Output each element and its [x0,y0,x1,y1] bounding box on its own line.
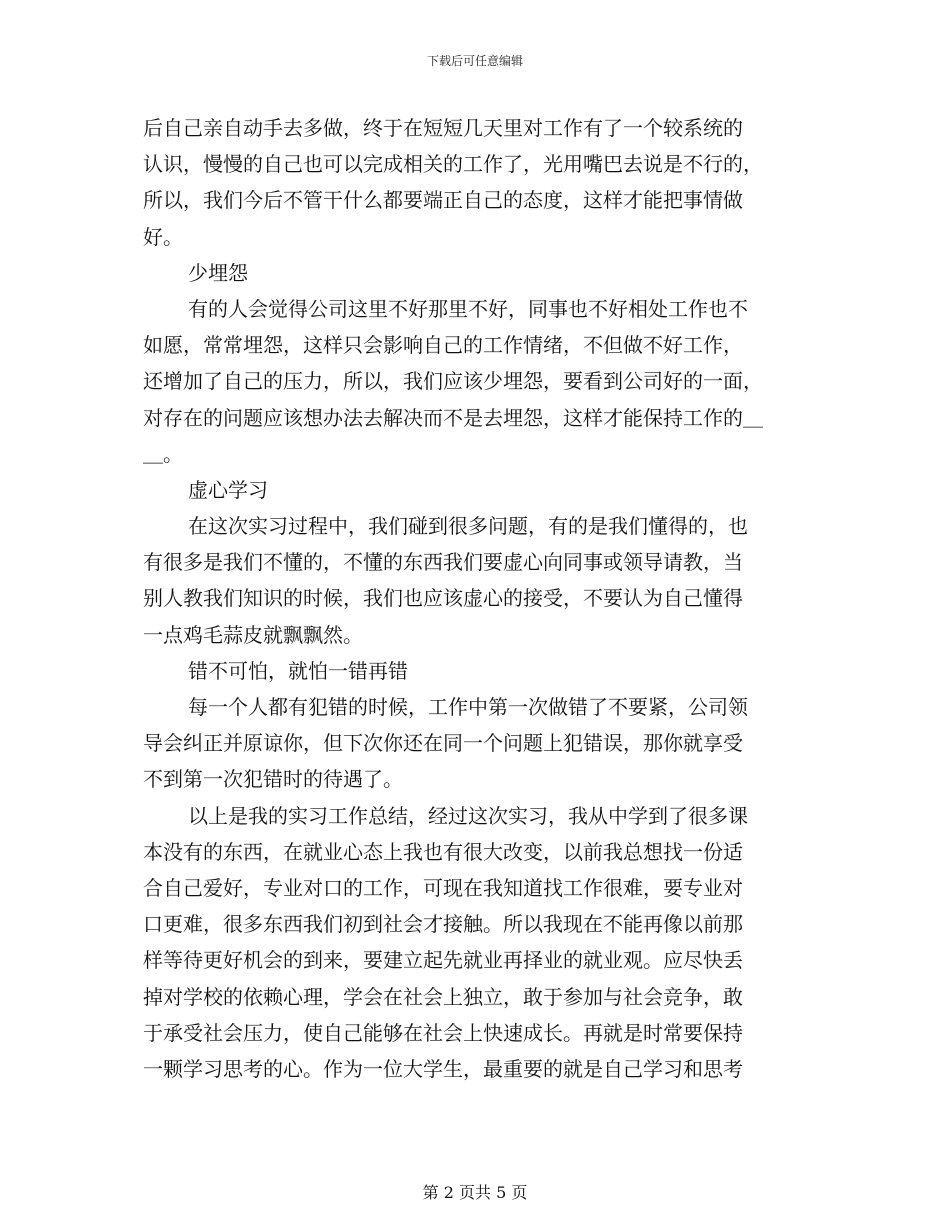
text-line: 后自己亲自动手去多做，终于在短短几天里对工作有了一个较系统的 [143,116,743,140]
text-line: 掉对学校的依赖心理，学会在社会上独立，敢于参加与社会竞争，敢 [143,984,743,1009]
text-line: 别人教我们知识的时候，我们也应该虚心的接受，不要认为自己懂得 [143,586,743,611]
page-header: 下载后可任意编辑 [426,54,523,68]
text-line: 一颗学习思考的心。作为一位大学生，最重要的就是自己学习和思考 [143,1056,743,1081]
text-line: 导会纠正并原谅你，但下次你还在同一个问题上犯错误，那你就享受 [143,731,743,756]
text-line: 有很多是我们不懂的，不懂的东西我们要虚心向同事或领导请教，当 [143,550,743,575]
text-line: 虚心学习 [188,477,268,502]
text-line: 本没有的东西，在就业心态上我也有很大改变，以前我总想找一份适 [143,839,743,864]
text-line: 认识，慢慢的自己也可以完成相关的工作了，光用嘴巴去说是不行的， [143,152,763,177]
text-line: 少埋怨 [188,260,248,285]
text-line: 口更难，很多东西我们初到社会才接触。所以我现在不能再像以前那 [143,912,743,937]
text-line: 于承受社会压力，使自己能够在社会上快速成长。再就是时常要保持 [143,1020,743,1045]
text-line: 一点鸡毛蒜皮就飘飘然。 [143,622,363,647]
text-line: 还增加了自己的压力，所以，我们应该少埋怨，要看到公司好的一面， [143,369,763,394]
text-line: 好。 [143,224,183,249]
text-line: 在这次实习过程中，我们碰到很多问题，有的是我们懂得的，也 [188,514,748,539]
text-line: 对存在的问题应该想办法去解决而不是去埋怨，这样才能保持工作的＿ [143,405,763,430]
text-line: 所以，我们今后不管干什么都要端正自己的态度，这样才能把事情做 [143,188,743,213]
text-line: ＿。 [143,441,183,466]
text-line: 样等待更好机会的到来，要建立起先就业再择业的就业观。应尽快丢 [143,948,743,973]
text-line: 合自己爱好，专业对口的工作，可现在我知道找工作很难，要专业对 [143,875,743,900]
page-number: 第 2 页共 5 页 [422,1183,528,1202]
text-line: 不到第一次犯错时的待遇了。 [143,767,403,792]
document-body [143,110,808,1087]
text-line: 如愿，常常埋怨，这样只会影响自己的工作情绪，不但做不好工作， [143,333,743,358]
text-line: 以上是我的实习工作总结，经过这次实习，我从中学到了很多课 [188,803,748,828]
text-line: 每一个人都有犯错的时候，工作中第一次做错了不要紧，公司领 [188,695,748,719]
text-line: 错不可怕，就怕一错再错 [188,658,408,683]
text-line: 有的人会觉得公司这里不好那里不好，同事也不好相处工作也不 [188,296,748,321]
